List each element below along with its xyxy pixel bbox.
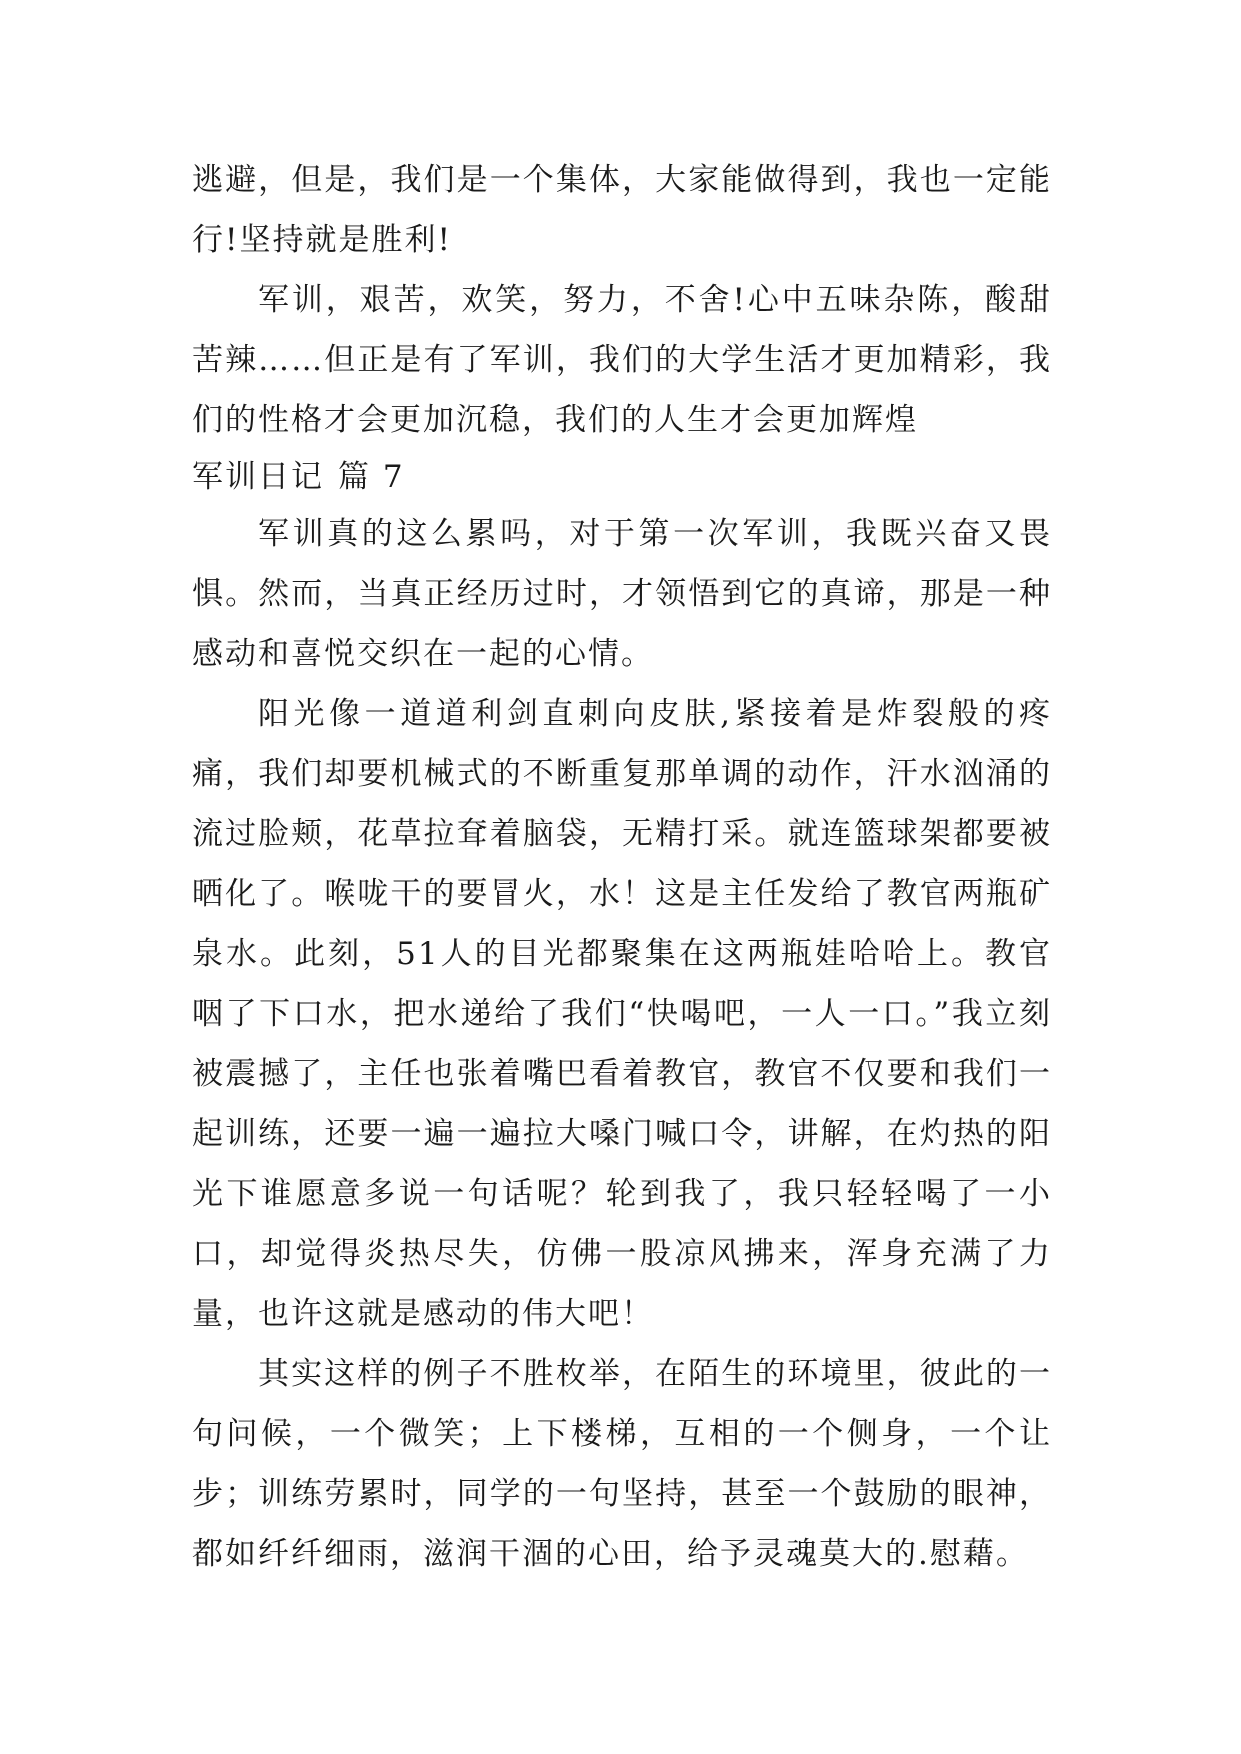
continued-paragraph: 逃避，但是，我们是一个集体，大家能做得到，我也一定能行!坚持就是胜利! — [192, 162, 1052, 258]
closing-paragraph: 军训，艰苦，欢笑，努力，不舍!心中五味杂陈，酸甜苦辣……但正是有了军训，我们的大学生活才更加精彩，我们的性格才会更加沉稳，我们的人生才会更加辉煌 — [192, 282, 1052, 438]
section-heading — [192, 450, 1052, 504]
body-paragraph-1: 军训真的这么累吗，对于第一次军训，我既兴奋又畏惧。然而，当真正经历过时，才领悟到它的真谛，那是一种感动和喜悦交织在一起的心情。 — [192, 516, 1052, 672]
section-number: 篇 7 — [338, 459, 405, 495]
body-paragraph-3: 其实这样的例子不胜枚举，在陌生的环境里，彼此的一句问候，一个微笑；上下楼梯，互相的一个侧身，一个让步；训练劳累时，同学的一句坚持，甚至一个鼓励的眼神，都如纤纤细雨，滋润干涸的心田，给予灵魂莫大的.慰藉。 — [192, 1356, 1052, 1572]
section-title: 军训日记 — [192, 459, 324, 495]
body-paragraph-2: 阳光像一道道利剑直刺向皮肤,紧接着是炸裂般的疼痛，我们却要机械式的不断重复那单调的动作，汗水汹涌的流过脸颊，花草拉耷着脑袋，无精打采。就连篮球架都要被晒化了。喉咙干的要冒火，水！这是主任发给了教官两瓶矿泉水。此刻，51人的目光都聚集在这两瓶娃哈哈上。教官咽了下口水，把水递给了我们“快喝吧，一人一口。”我立刻被震撼了，主任也张着嘴巴看着教官，教官不仅要和我们一起训练，还要一遍一遍拉大嗓门喊口令，讲解，在灼热的阳光下谁愿意多说一句话呢？轮到我了，我只轻轻喝了一小口，却觉得炎热尽失，仿佛一股凉风拂来，浑身充满了力量，也许这就是感动的伟大吧！ — [192, 696, 1052, 1332]
document-page — [192, 150, 1052, 1584]
